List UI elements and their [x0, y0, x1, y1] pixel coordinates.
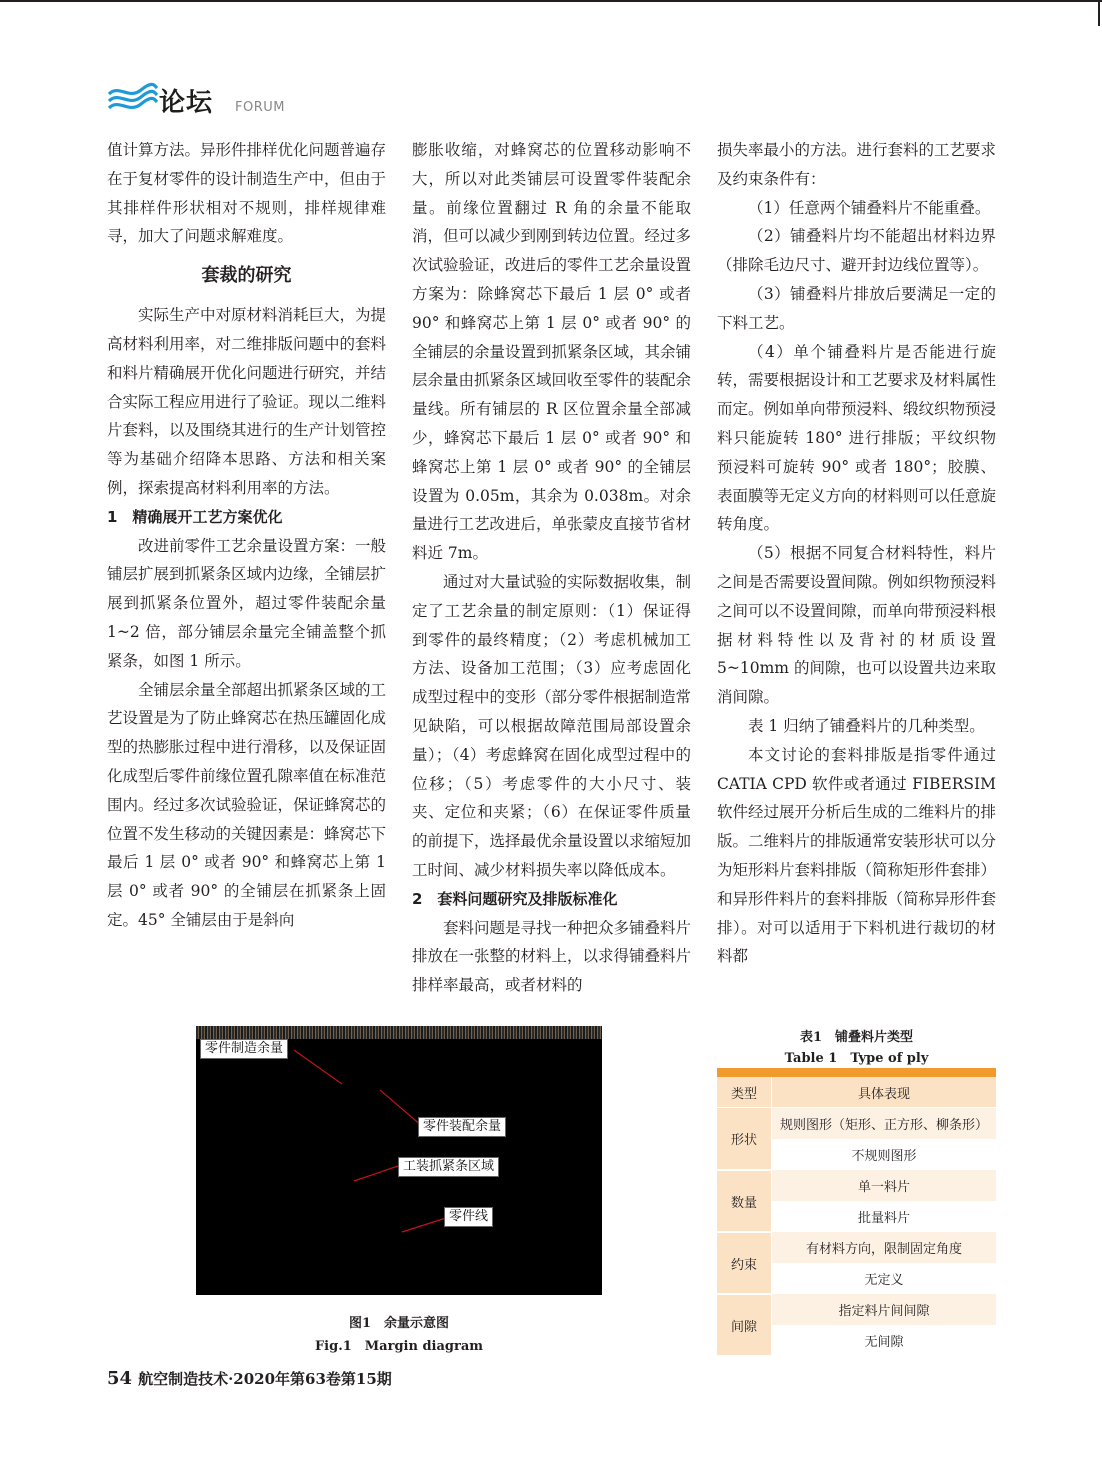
page-footer	[107, 1368, 392, 1389]
paragraph: 全铺层余量全部超出抓紧条区域的工艺设置是为了防止蜂窝芯在热压罐固化成型的热膨胀过程中进行滑移，以及保证固化成型后零件前缘位置孔隙率值在标准范围内。经过多次试验验证，保证蜂窝芯的位置不发生移动的关键因素是：蜂窝芯下最后 1 层 0° 或者 90° 和蜂窝芯上第 1 层 0° 或者 90° 的全铺层在抓紧条上固定。45° 全铺层由于是斜向	[107, 680, 387, 929]
figure-caption-en: Fig.1 Margin diagram	[314, 1339, 484, 1354]
table-type-cell: 间隙	[717, 1294, 772, 1356]
figure-label: 零件装配余量	[418, 1117, 506, 1137]
paragraph: 改进前零件工艺余量设置方案：一般铺层扩展到抓紧条区域内边缘，全铺层扩展到抓紧条位置外，超过零件装配余量 1~2 倍，部分铺层余量完全铺盖整个抓紧条，如图 1 所示。	[107, 536, 387, 670]
paragraph: 值计算方法。异形件排样优化问题普遍存在于复材零件的设计制造生产中，但由于其排样件形状相对不规则，排样规律难寻，加大了问题求解难度。	[107, 141, 387, 246]
text-column-2	[412, 136, 691, 1000]
section-label: FORUM	[235, 100, 285, 115]
table-type-cell: 数量	[717, 1170, 772, 1232]
corner-rule	[1098, 0, 1100, 26]
figure-label: 零件线	[444, 1207, 493, 1227]
section-title: 论坛	[159, 88, 214, 118]
page-number: 54	[107, 1368, 133, 1389]
table-caption-cn: 表1 铺叠料片类型	[799, 1030, 914, 1045]
ply-type-table	[717, 1068, 996, 1357]
figure-label: 零件制造余量	[200, 1039, 288, 1059]
paragraph: 实际生产中对原材料消耗巨大，为提高材料利用率，对二维排版问题中的套料和料片精确展开优化问题进行研究，并结合实际工程应用进行了验证。现以二维料片套料，以及围绕其进行的生产计划管控等为基础介绍降本思路、方法和相关案例，探索提高材料利用率的方法。	[107, 306, 387, 497]
journal-info: 航空制造技术·2020年第63卷第15期	[138, 1370, 392, 1388]
top-rule	[0, 0, 1102, 2]
table-value-cell: 无定义	[772, 1263, 997, 1294]
text-column-1	[107, 136, 386, 935]
paragraph: 损失率最小的方法。进行套料的工艺要求及约束条件有：	[717, 141, 997, 188]
figure-label: 工装抓紧条区域	[398, 1157, 499, 1177]
table-value-cell: 批量料片	[772, 1201, 997, 1232]
leader-line	[380, 1090, 422, 1126]
paragraph: （1）任意两个铺叠料片不能重叠。	[748, 198, 991, 217]
paragraph: 套料问题是寻找一种把众多铺叠料片排放在一张整的材料上，以求得铺叠料片排样率最高，或者材料的	[412, 918, 692, 995]
table-row	[717, 1294, 996, 1325]
leader-line	[354, 1166, 398, 1181]
figure-caption-cn: 图1 余量示意图	[348, 1316, 450, 1331]
section-heading: 套裁的研究	[201, 265, 292, 287]
paragraph: 表 1 归纳了铺叠料片的几种类型。	[748, 716, 985, 735]
table-header-cell: 类型	[717, 1077, 772, 1108]
leader-line	[402, 1218, 446, 1232]
table-body	[717, 1108, 996, 1357]
table-value-cell: 规则图形（矩形、正方形、柳条形）	[772, 1108, 997, 1140]
subsection-heading: 1 精确展开工艺方案优化	[107, 507, 283, 526]
paragraph: （2）铺叠料片均不能超出材料边界（排除毛边尺寸、避开封边线位置等）。	[717, 227, 996, 275]
margin-diagram	[196, 1026, 602, 1295]
table-value-cell: 单一料片	[772, 1170, 997, 1201]
text-column-3	[717, 136, 996, 971]
table-type-cell: 形状	[717, 1108, 772, 1171]
table-value-cell: 无间隙	[772, 1325, 997, 1356]
table-value-cell: 不规则图形	[772, 1139, 997, 1170]
table-value-cell: 有材料方向，限制固定角度	[772, 1232, 997, 1263]
table-type-cell: 约束	[717, 1232, 772, 1294]
table-header-cell: 具体表现	[772, 1077, 997, 1108]
table-row	[717, 1108, 996, 1140]
table-value-cell: 指定料片间间隙	[772, 1294, 997, 1325]
table-caption-en: Table 1 Type of ply	[784, 1051, 929, 1066]
table-row	[717, 1170, 996, 1201]
subsection-heading: 2 套料问题研究及排版标准化	[412, 889, 618, 908]
paragraph: （4）单个铺叠料片是否能进行旋转，需要根据设计和工艺要求及材料属性而定。例如单向带预浸料、缎纹织物预浸料只能旋转 180° 进行排版；平纹织物预浸料可旋转 90° 或者 180°；胶膜、表面膜等无定义方向的材料则可以任意旋转角度。	[717, 342, 997, 534]
paragraph: 通过对大量试验的实际数据收集，制定了工艺余量的制定原则：（1）保证得到零件的最终精度；（2）考虑机械加工方法、设备加工范围；（3）应考虑固化成型过程中的变形（部分零件根据制造常见缺陷，可以根据故障范围局部设置余量）；（4）考虑蜂窝在固化成型过程中的位移；（5）考虑零件的大小尺寸、装夹、定位和夹紧；（6）在保证零件质量的前提下，选择最优余量设置以求缩短加工时间、减少材料损失率以降低成本。	[412, 572, 692, 879]
leader-line	[294, 1050, 342, 1084]
paragraph: （5）根据不同复合材料特性，料片之间是否需要设置间隙。例如织物预浸料之间可以不设置间隙，而单向带预浸料根据材料特性以及背衬的材质设置 5~10mm 的间隙，也可以设置共边来取消间隙。	[717, 544, 997, 707]
paragraph: （3）铺叠料片排放后要满足一定的下料工艺。	[717, 284, 996, 332]
wave-logo-icon	[107, 80, 159, 116]
table-row	[717, 1232, 996, 1263]
paragraph: 本文讨论的套料排版是指零件通过 CATIA CPD 软件或者通过 FIBERSIM 软件经过展开分析后生成的二维料片的排版。二维料片的排版通常安装形状可以分为矩形料片套料排版（简称矩形件套排）和异形件料片的套料排版（简称异形件套排）。对可以适用于下料机进行裁切的材料都	[717, 745, 997, 966]
table-accent-bar	[717, 1068, 996, 1077]
paragraph: 膨胀收缩，对蜂窝芯的位置移动影响不大，所以对此类铺层可设置零件装配余量。前缘位置翻过 R 角的余量不能取消，但可以减少到刚到转边位置。经过多次试验验证，改进后的零件工艺余量设置方案为：除蜂窝芯下最后 1 层 0° 或者 90° 和蜂窝芯上第 1 层 0° 或者 90° 的全铺层的余量设置到抓紧条区域，其余铺层余量由抓紧条区域回收至零件的装配余量线。所有铺层的 R 区位置余量全部减少，蜂窝芯下最后 1 层 0° 或者 90° 和蜂窝芯上第 1 层 0° 或者 90° 的全铺层设置为 0.05m，其余为 0.038m。对余量进行工艺改进后，单张蒙皮直接节省材料近 7m。	[412, 141, 692, 563]
